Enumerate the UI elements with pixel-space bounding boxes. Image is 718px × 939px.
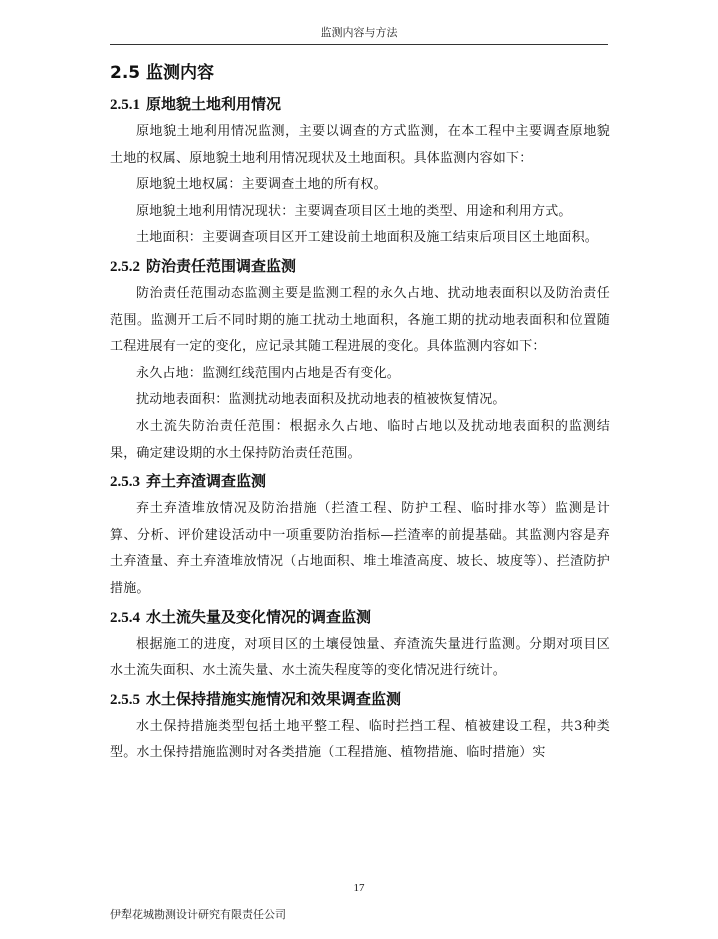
header-divider [110,44,608,45]
paragraph: 防治责任范围动态监测主要是监测工程的永久占地、扰动地表面积以及防治责任范围。监测开工后不同时期的施工扰动土地面积，各施工期的扰动地表面积和位置随工程进展有一定的变化，应记录其随工程进展的变化。具体监测内容如下： [110,285,610,355]
subsection-2-5-1 [110,90,610,252]
subsection-title: 水土流失量及变化情况的调查监测 [146,607,372,626]
subsection-title: 水土保持措施实施情况和效果调查监测 [146,689,402,708]
section-title: 2.5 监测内容 [110,63,215,83]
subsection-heading [110,90,610,119]
subsection-2-5-5 [110,685,610,767]
subsection-title: 弃土弃渣调查监测 [146,472,267,491]
paragraph: 原地貌土地利用情况监测，主要以调查的方式监测，在本工程中主要调查原地貌土地的权属、原地貌土地利用情况现状及土地面积。具体监测内容如下： [110,124,610,166]
paragraph: 原地貌土地权属：主要调查土地的所有权。 [136,177,387,193]
paragraph: 水土流失防治责任范围：根据永久占地、临时占地以及扰动地表面积的监测结果，确定建设期的水土保持防治责任范围。 [110,418,610,461]
paragraph: 弃土弃渣堆放情况及防治措施（拦渣工程、防护工程、临时排水等）监测是计算、分析、评价建设活动中一项重要防治指标—拦渣率的前提基础。其监测内容是弃土弃渣量、弃土弃渣堆放情况（占地面积、堆土堆渣高度、坡长、坡度等）、拦渣防护措施。 [110,501,610,596]
subsection-number: 2.5.3 [110,474,140,491]
subsection-number: 2.5.5 [110,691,140,708]
subsection-heading [110,252,610,281]
paragraph: 水土保持措施类型包括土地平整工程、临时拦挡工程、植被建设工程，共3种类型。水土保持措施监测时对各类措施（工程措施、植物措施、临时措施）实 [110,718,610,761]
paragraph: 原地貌土地利用情况现状：主要调查项目区土地的类型、用途和利用方式。 [136,203,572,219]
subsection-number: 2.5.1 [110,97,140,113]
subsection-2-5-4 [110,603,610,685]
footer-company-name: 伊犁花城勘测设计研究有限责任公司 [110,908,286,921]
subsection-2-5-3 [110,467,610,602]
subsection-title: 原地貌土地利用情况 [146,95,282,113]
subsection-heading [110,603,610,632]
page-body [110,60,610,767]
subsection-heading [110,467,610,496]
subsection-title: 防治责任范围调查监测 [146,256,297,275]
subsection-2-5-2 [110,252,610,467]
page-number: 17 [353,882,365,894]
paragraph: 扰动地表面积：监测扰动地表面积及扰动地表的植被恢复情况。 [136,392,506,408]
subsection-number: 2.5.4 [110,609,140,626]
running-header: 监测内容与方法 [320,26,398,39]
paragraph: 根据施工的进度，对项目区的土壤侵蚀量、弃渣流失量进行监测。分期对项目区水土流失面积、水土流失量、水土流失程度等的变化情况进行统计。 [110,636,610,679]
paragraph: 永久占地：监测红线范围内占地是否有变化。 [136,365,401,381]
subsection-heading [110,685,610,714]
paragraph: 土地面积：主要调查项目区开工建设前土地面积及施工结束后项目区土地面积。 [136,230,599,246]
subsection-number: 2.5.2 [110,258,140,275]
